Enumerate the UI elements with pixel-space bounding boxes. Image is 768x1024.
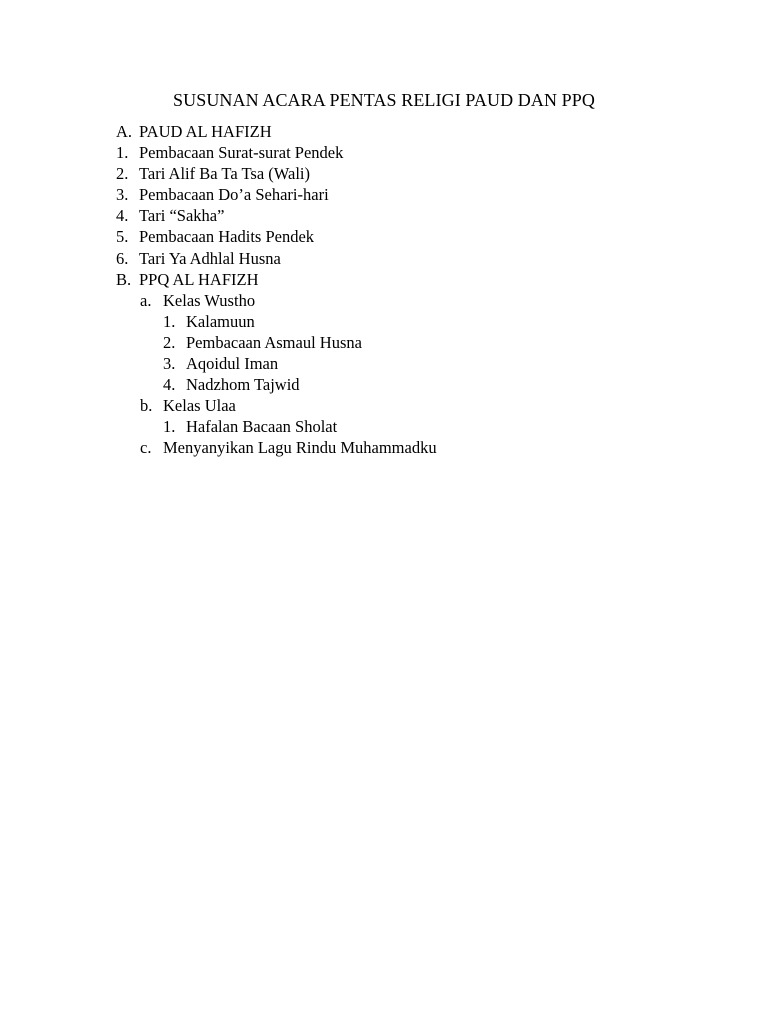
list-marker: B. bbox=[116, 269, 132, 289]
list-item-text: Pembacaan Asmaul Husna bbox=[186, 332, 362, 352]
list-item-text: Tari “Sakha” bbox=[139, 206, 225, 226]
list-marker: 4. bbox=[116, 206, 129, 226]
list-marker: 3. bbox=[116, 185, 129, 205]
list-item-text: Hafalan Bacaan Sholat bbox=[186, 417, 338, 437]
list-marker: 1. bbox=[116, 143, 129, 163]
list-marker: a. bbox=[140, 290, 152, 310]
list-marker: 6. bbox=[116, 248, 129, 268]
list-marker: 1. bbox=[163, 311, 176, 331]
list-item-text: PPQ AL HAFIZH bbox=[139, 269, 259, 289]
list-marker: 3. bbox=[163, 354, 176, 374]
list-marker: 2. bbox=[116, 164, 129, 184]
list-marker: 2. bbox=[163, 332, 176, 352]
list-item-text: Kelas Ulaa bbox=[163, 396, 236, 416]
list-item-text: Tari Ya Adhlal Husna bbox=[139, 248, 281, 268]
list-marker: 5. bbox=[116, 227, 129, 247]
list-marker: A. bbox=[116, 122, 133, 141]
list-item-text: Pembacaan Hadits Pendek bbox=[139, 227, 315, 247]
list-item-text: Pembacaan Surat-surat Pendek bbox=[139, 143, 344, 163]
document-title: SUSUNAN ACARA PENTAS RELIGI PAUD DAN PPQ bbox=[173, 90, 595, 110]
list-item-text: Tari Alif Ba Ta Tsa (Wali) bbox=[139, 164, 311, 184]
list-item-text: Pembacaan Do’a Sehari-hari bbox=[139, 185, 329, 205]
list-item-text: Kalamuun bbox=[186, 311, 255, 331]
list-marker: 1. bbox=[163, 417, 176, 437]
list-item-text: Aqoidul Iman bbox=[186, 354, 279, 374]
list-marker: 4. bbox=[163, 375, 176, 395]
list-item-text: Menyanyikan Lagu Rindu Muhammadku bbox=[163, 438, 437, 458]
list-item-text: Kelas Wustho bbox=[163, 290, 256, 310]
list-marker: c. bbox=[140, 438, 152, 458]
list-item-text: PAUD AL HAFIZH bbox=[139, 122, 272, 141]
list-marker: b. bbox=[140, 396, 153, 416]
list-item-text: Nadzhom Tajwid bbox=[186, 375, 300, 395]
